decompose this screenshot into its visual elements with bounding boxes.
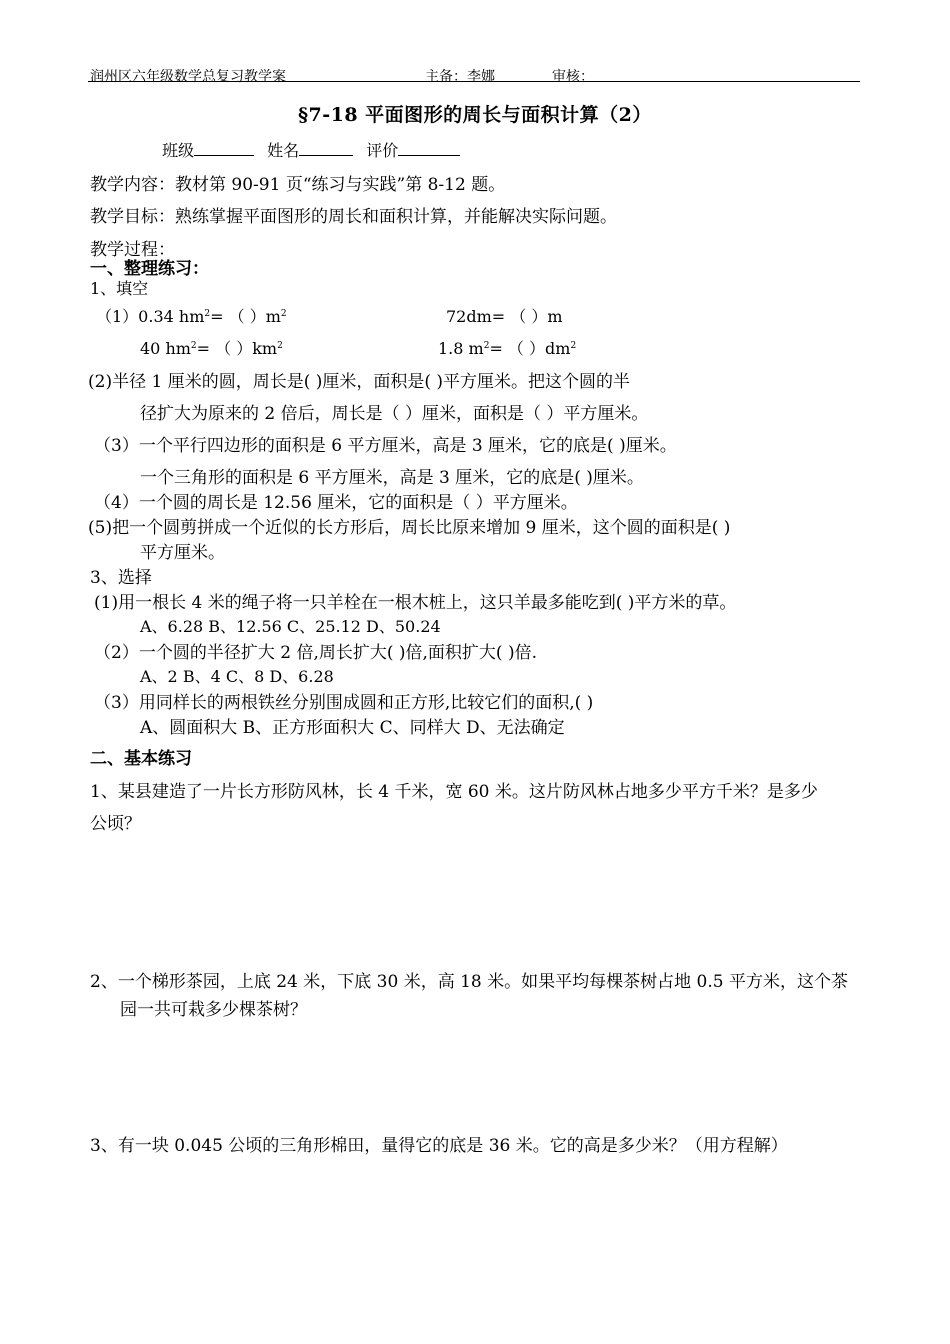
fill-q3-line2: 一个三角形的面积是 6 平方厘米，高是 3 厘米，它的底是( )厘米。 xyxy=(140,468,644,488)
choice-q2: （2）一个圆的半径扩大 2 倍,周长扩大( )倍,面积扩大( )倍. xyxy=(94,643,537,663)
section1-heading: 一、整理练习： xyxy=(90,259,209,279)
teaching-content: 教学内容：教材第 90-91 页“练习与实践”第 8-12 题。 xyxy=(90,175,506,195)
fill-q1-c: 40 $hm^2=$ （ ）$km^2$ xyxy=(140,339,283,358)
student-info-line xyxy=(162,138,460,161)
class-blank[interactable] xyxy=(194,141,254,156)
choice-q3: （3）用同样长的两根铁丝分别围成圆和正方形,比较它们的面积,( ) xyxy=(94,693,594,713)
problem3: 3、有一块 0.045 公顷的三角形棉田，量得它的底是 36 米。它的高是多少米？（用方程解） xyxy=(90,1136,788,1156)
teaching-goal: 教学目标：熟练掌握平面图形的周长和面积计算，并能解决实际问题。 xyxy=(90,207,617,227)
fill-heading: 1、填空 xyxy=(90,279,149,298)
class-label: 班级 xyxy=(162,141,195,160)
grade-blank[interactable] xyxy=(398,141,460,156)
section2-heading: 二、基本练习 xyxy=(90,749,192,769)
choice-q1: (1)用一根长 4 米的绳子将一只羊栓在一根木桩上，这只羊最多能吃到( )平方米的草。 xyxy=(94,593,737,613)
fill-q5-line1: (5)把一个圆剪拼成一个近似的长方形后，周长比原来增加 9 厘米，这个圆的面积是( ) xyxy=(88,518,731,538)
fill-q5-line2: 平方厘米。 xyxy=(140,543,225,563)
choice-q1-options: A、6.28 B、12.56 C、25.12 D、50.24 xyxy=(140,617,441,636)
problem2-line1: 2、一个梯形茶园，上底 24 米，下底 30 米，高 18 米。如果平均每棵茶树占地 0.5 平方米，这个茶 xyxy=(90,972,848,992)
problem2-line2: 园一共可栽多少棵茶树？ xyxy=(120,1000,307,1020)
grade-label: 评价 xyxy=(366,141,399,160)
page-title: §7-18 平面图形的周长与面积计算（2） xyxy=(298,104,652,126)
fill-q2-line1: (2)半径 1 厘米的圆，周长是( )厘米，面积是( )平方厘米。把这个圆的半 xyxy=(88,372,631,392)
fill-q2-line2: 径扩大为原来的 2 倍后，周长是（ ）厘米，面积是（ ）平方厘米。 xyxy=(140,404,649,424)
name-blank[interactable] xyxy=(299,141,353,156)
header-doc-name: 润州区六年级数学总复习教学案 xyxy=(90,69,286,85)
fill-q1-a: （1）0.34 $hm^2=$ （ ）$m^2$ xyxy=(96,307,287,326)
header-preparer: 主备：李娜 xyxy=(425,69,495,85)
teaching-process: 教学过程： xyxy=(90,240,175,260)
fill-q4: （4）一个圆的周长是 12.56 厘米，它的面积是（ ）平方厘米。 xyxy=(94,493,578,513)
choice-q2-options: A、2 B、4 C、8 D、6.28 xyxy=(140,667,334,686)
header-reviewer: 审核： xyxy=(552,69,594,85)
fill-q1-d: 1.8 $m^2=$ （ ）$dm^2$ xyxy=(438,339,577,358)
fill-q3-line1: （3）一个平行四边形的面积是 6 平方厘米，高是 3 厘米，它的底是( )厘米。 xyxy=(94,436,677,456)
header-divider xyxy=(88,81,860,82)
choice-q3-options: A、圆面积大 B、正方形面积大 C、同样大 D、无法确定 xyxy=(140,718,565,738)
problem1-line2: 公顷？ xyxy=(90,814,141,834)
name-label: 姓名 xyxy=(267,141,300,160)
problem1-line1: 1、某县建造了一片长方形防风林，长 4 千米，宽 60 米。这片防风林占地多少平方千米？是多少 xyxy=(90,782,818,802)
fill-q1-b: 72dm= （ ）m xyxy=(446,307,563,326)
choice-heading: 3、选择 xyxy=(90,568,152,588)
